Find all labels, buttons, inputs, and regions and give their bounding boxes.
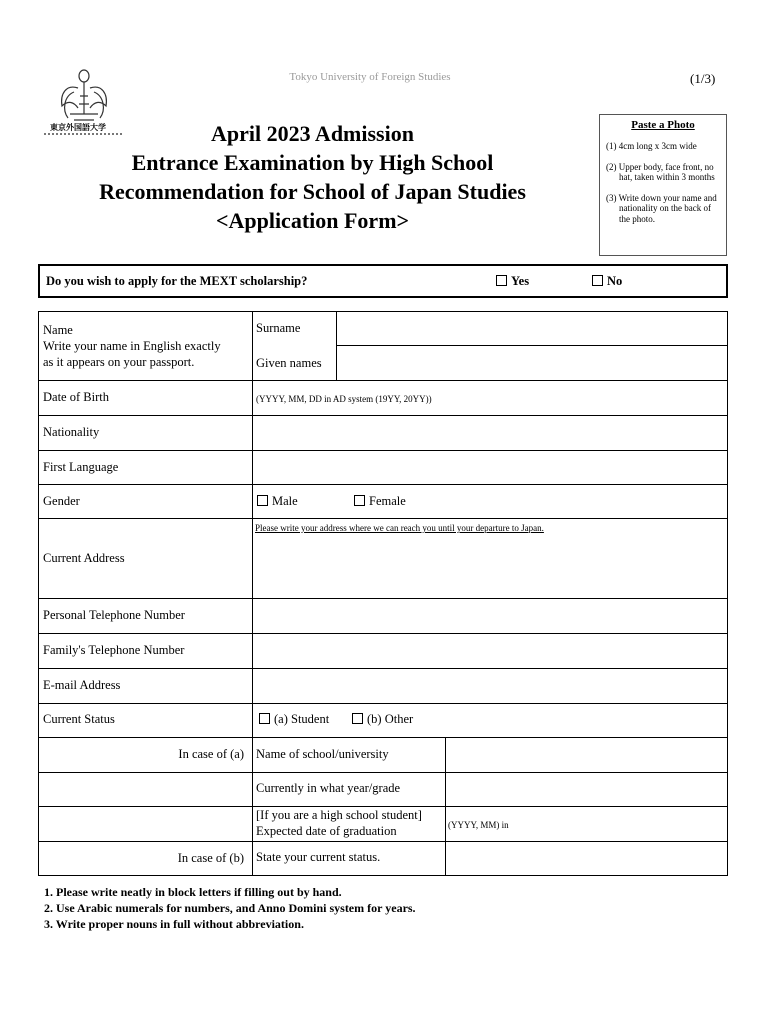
photo-box-title: Paste a Photo — [631, 119, 695, 131]
photo-rule-3: (3) Write down your name and nationality on the back of the photo. — [606, 192, 717, 224]
dob-field[interactable] — [255, 383, 725, 413]
name-note-1: Write your name in English exactly — [43, 339, 221, 353]
row-divider — [39, 598, 727, 599]
name-note-2: as it appears on your passport. — [43, 355, 195, 369]
state-status-label: State your current status. — [256, 850, 381, 864]
graduation-date-field[interactable] — [509, 809, 725, 839]
yes-label: Yes — [511, 274, 530, 288]
photo-box[interactable] — [599, 114, 727, 256]
page-number: (1/3) — [690, 71, 716, 86]
current-address-field[interactable] — [255, 534, 725, 596]
graduation-label: Expected date of graduation — [256, 824, 397, 838]
column-divider — [445, 737, 446, 875]
email-field[interactable] — [255, 671, 725, 701]
personal-tel-label: Personal Telephone Number — [43, 608, 185, 622]
row-divider — [39, 633, 727, 634]
mext-question: Do you wish to apply for the MEXT scholarship? — [46, 274, 308, 288]
case-a-label: In case of (a) — [178, 747, 244, 761]
nationality-field[interactable] — [255, 418, 725, 448]
row-divider — [39, 668, 727, 669]
status-other-option[interactable] — [352, 711, 413, 728]
family-tel-field[interactable] — [255, 636, 725, 666]
row-divider — [39, 737, 727, 738]
title-line-3: Recommendation for School of Japan Studies — [99, 179, 526, 204]
mext-no-option[interactable] — [592, 274, 622, 289]
personal-tel-field[interactable] — [255, 601, 725, 631]
current-status-label: Current Status — [43, 712, 115, 726]
university-header: Tokyo University of Foreign Studies — [289, 71, 451, 83]
female-label: Female — [369, 494, 406, 508]
family-tel-label: Family's Telephone Number — [43, 643, 185, 657]
title-line-2: Entrance Examination by High School — [131, 150, 494, 175]
student-label: (a) Student — [274, 712, 330, 726]
logo-text: 東京外国語大学 — [50, 123, 106, 132]
female-checkbox[interactable] — [354, 495, 365, 506]
dob-hint: (YYYY, MM, DD in AD system (19YY, 20YY)) — [256, 394, 432, 404]
row-divider — [336, 345, 727, 346]
instruction-3: 3. Write proper nouns in full without abbreviation. — [44, 917, 304, 931]
gender-male-option[interactable] — [257, 493, 298, 510]
photo-rule-2: (2) Upper body, face front, no hat, taken within 3 months — [606, 161, 715, 182]
photo-rule-1: (1) 4cm long x 3cm wide — [606, 141, 697, 151]
row-divider — [39, 841, 727, 842]
row-divider — [39, 415, 727, 416]
given-names-field[interactable] — [339, 348, 723, 378]
status-student-option[interactable] — [259, 711, 329, 728]
row-divider — [39, 518, 727, 519]
case-b-label: In case of (b) — [177, 851, 244, 865]
address-note: Please write your address where we can reach you until your departure to Japan. — [255, 523, 544, 533]
other-label: (b) Other — [367, 712, 414, 726]
column-divider — [336, 312, 337, 380]
given-names-label: Given names — [256, 356, 322, 370]
title-line-4: <Application Form> — [215, 208, 410, 233]
first-language-field[interactable] — [255, 453, 725, 482]
school-name-label: Name of school/university — [256, 747, 389, 761]
instruction-1: 1. Please write neatly in block letters if filling out by hand. — [44, 885, 342, 899]
column-divider — [252, 312, 253, 875]
no-checkbox[interactable] — [592, 275, 603, 286]
name-label: Name — [43, 323, 73, 337]
school-name-field[interactable] — [448, 740, 725, 770]
instructions — [44, 884, 416, 932]
year-grade-field[interactable] — [448, 775, 725, 804]
title-line-1: April 2023 Admission — [211, 121, 414, 146]
high-school-note: [If you are a high school student] — [256, 808, 422, 822]
dob-label: Date of Birth — [43, 390, 109, 404]
row-divider — [39, 484, 727, 485]
no-label: No — [607, 274, 623, 288]
state-status-field[interactable] — [448, 844, 725, 873]
gender-label: Gender — [43, 494, 80, 508]
row-divider — [39, 703, 727, 704]
email-label: E-mail Address — [43, 678, 121, 692]
instruction-2: 2. Use Arabic numerals for numbers, and Anno Domini system for years. — [44, 901, 416, 915]
gender-female-option[interactable] — [354, 493, 406, 510]
student-checkbox[interactable] — [259, 713, 270, 724]
nationality-label: Nationality — [43, 425, 100, 439]
page-title — [50, 119, 575, 235]
mext-question-box — [38, 264, 728, 298]
year-grade-label: Currently in what year/grade — [256, 781, 401, 795]
application-form-table — [38, 311, 728, 876]
surname-label: Surname — [256, 321, 301, 335]
male-label: Male — [272, 494, 298, 508]
yes-checkbox[interactable] — [496, 275, 507, 286]
graduation-hint: (YYYY, MM) in — [448, 820, 509, 830]
row-divider — [39, 772, 727, 773]
row-divider — [39, 380, 727, 381]
first-language-label: First Language — [43, 460, 119, 474]
other-checkbox[interactable] — [352, 713, 363, 724]
row-divider — [39, 450, 727, 451]
male-checkbox[interactable] — [257, 495, 268, 506]
mext-yes-option[interactable] — [496, 274, 529, 289]
surname-field[interactable] — [339, 314, 723, 343]
current-address-label: Current Address — [43, 551, 125, 565]
